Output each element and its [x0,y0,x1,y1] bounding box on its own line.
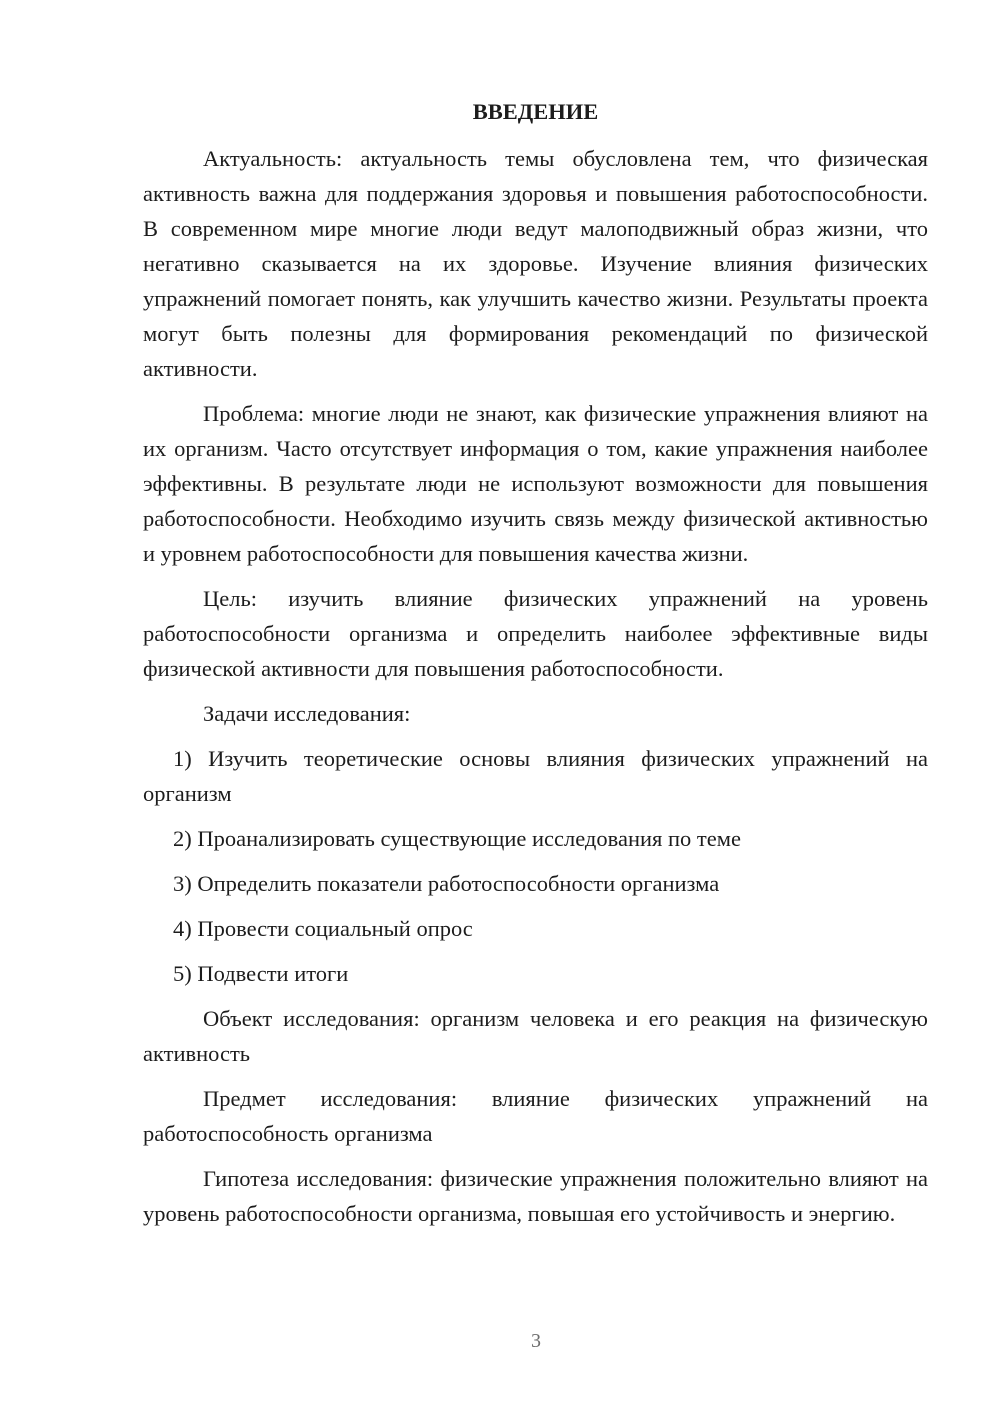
task-item-1: 1) Изучить теоретические основы влияния физических упражнений на организм [143,746,928,806]
paragraph-subject: Предмет исследования: влияние физических упражнений на работоспособность организма [143,1086,928,1146]
task-item-5: 5) Подвести итоги [173,961,349,986]
task-item-2: 2) Проанализировать существующие исследования по теме [173,826,741,851]
page-number: 3 [531,1330,541,1352]
page-title: ВВЕДЕНИЕ [472,99,599,124]
paragraph-goal: Цель: изучить влияние физических упражнений на уровень работоспособности организма и определить наиболее эффективные виды физической активности для повышения работоспособности. [143,586,928,681]
paragraph-object: Объект исследования: организм человека и его реакция на физическую активность [143,1006,928,1066]
paragraph-hypothesis: Гипотеза исследования: физические упражнения положительно влияют на уровень работоспособности организма, повышая его устойчивость и энергию. [143,1166,928,1226]
page-content [143,94,928,1241]
task-item-3: 3) Определить показатели работоспособности организма [173,871,720,896]
task-item-4: 4) Провести социальный опрос [173,916,473,941]
paragraph-problem: Проблема: многие люди не знают, как физические упражнения влияют на их организм. Часто отсутствует информация о том, какие упражнения наиболее эффективны. В результате люди не используют возможности для повышения работоспособности. Необходимо изучить связь между физической активностью и уровнем работоспособности для повышения качества жизни. [143,401,928,566]
tasks-heading: Задачи исследования: [203,701,411,726]
paragraph-relevance: Актуальность: актуальность темы обусловлена тем, что физическая активность важна для поддержания здоровья и повышения работоспособности. В современном мире многие люди ведут малоподвижный образ жизни, что негативно сказывается на их здоровье. Изучение влияния физических упражнений помогает понять, как улучшить качество жизни. Результаты проекта могут быть полезны для формирования рекомендаций по физической активности. [143,146,928,381]
